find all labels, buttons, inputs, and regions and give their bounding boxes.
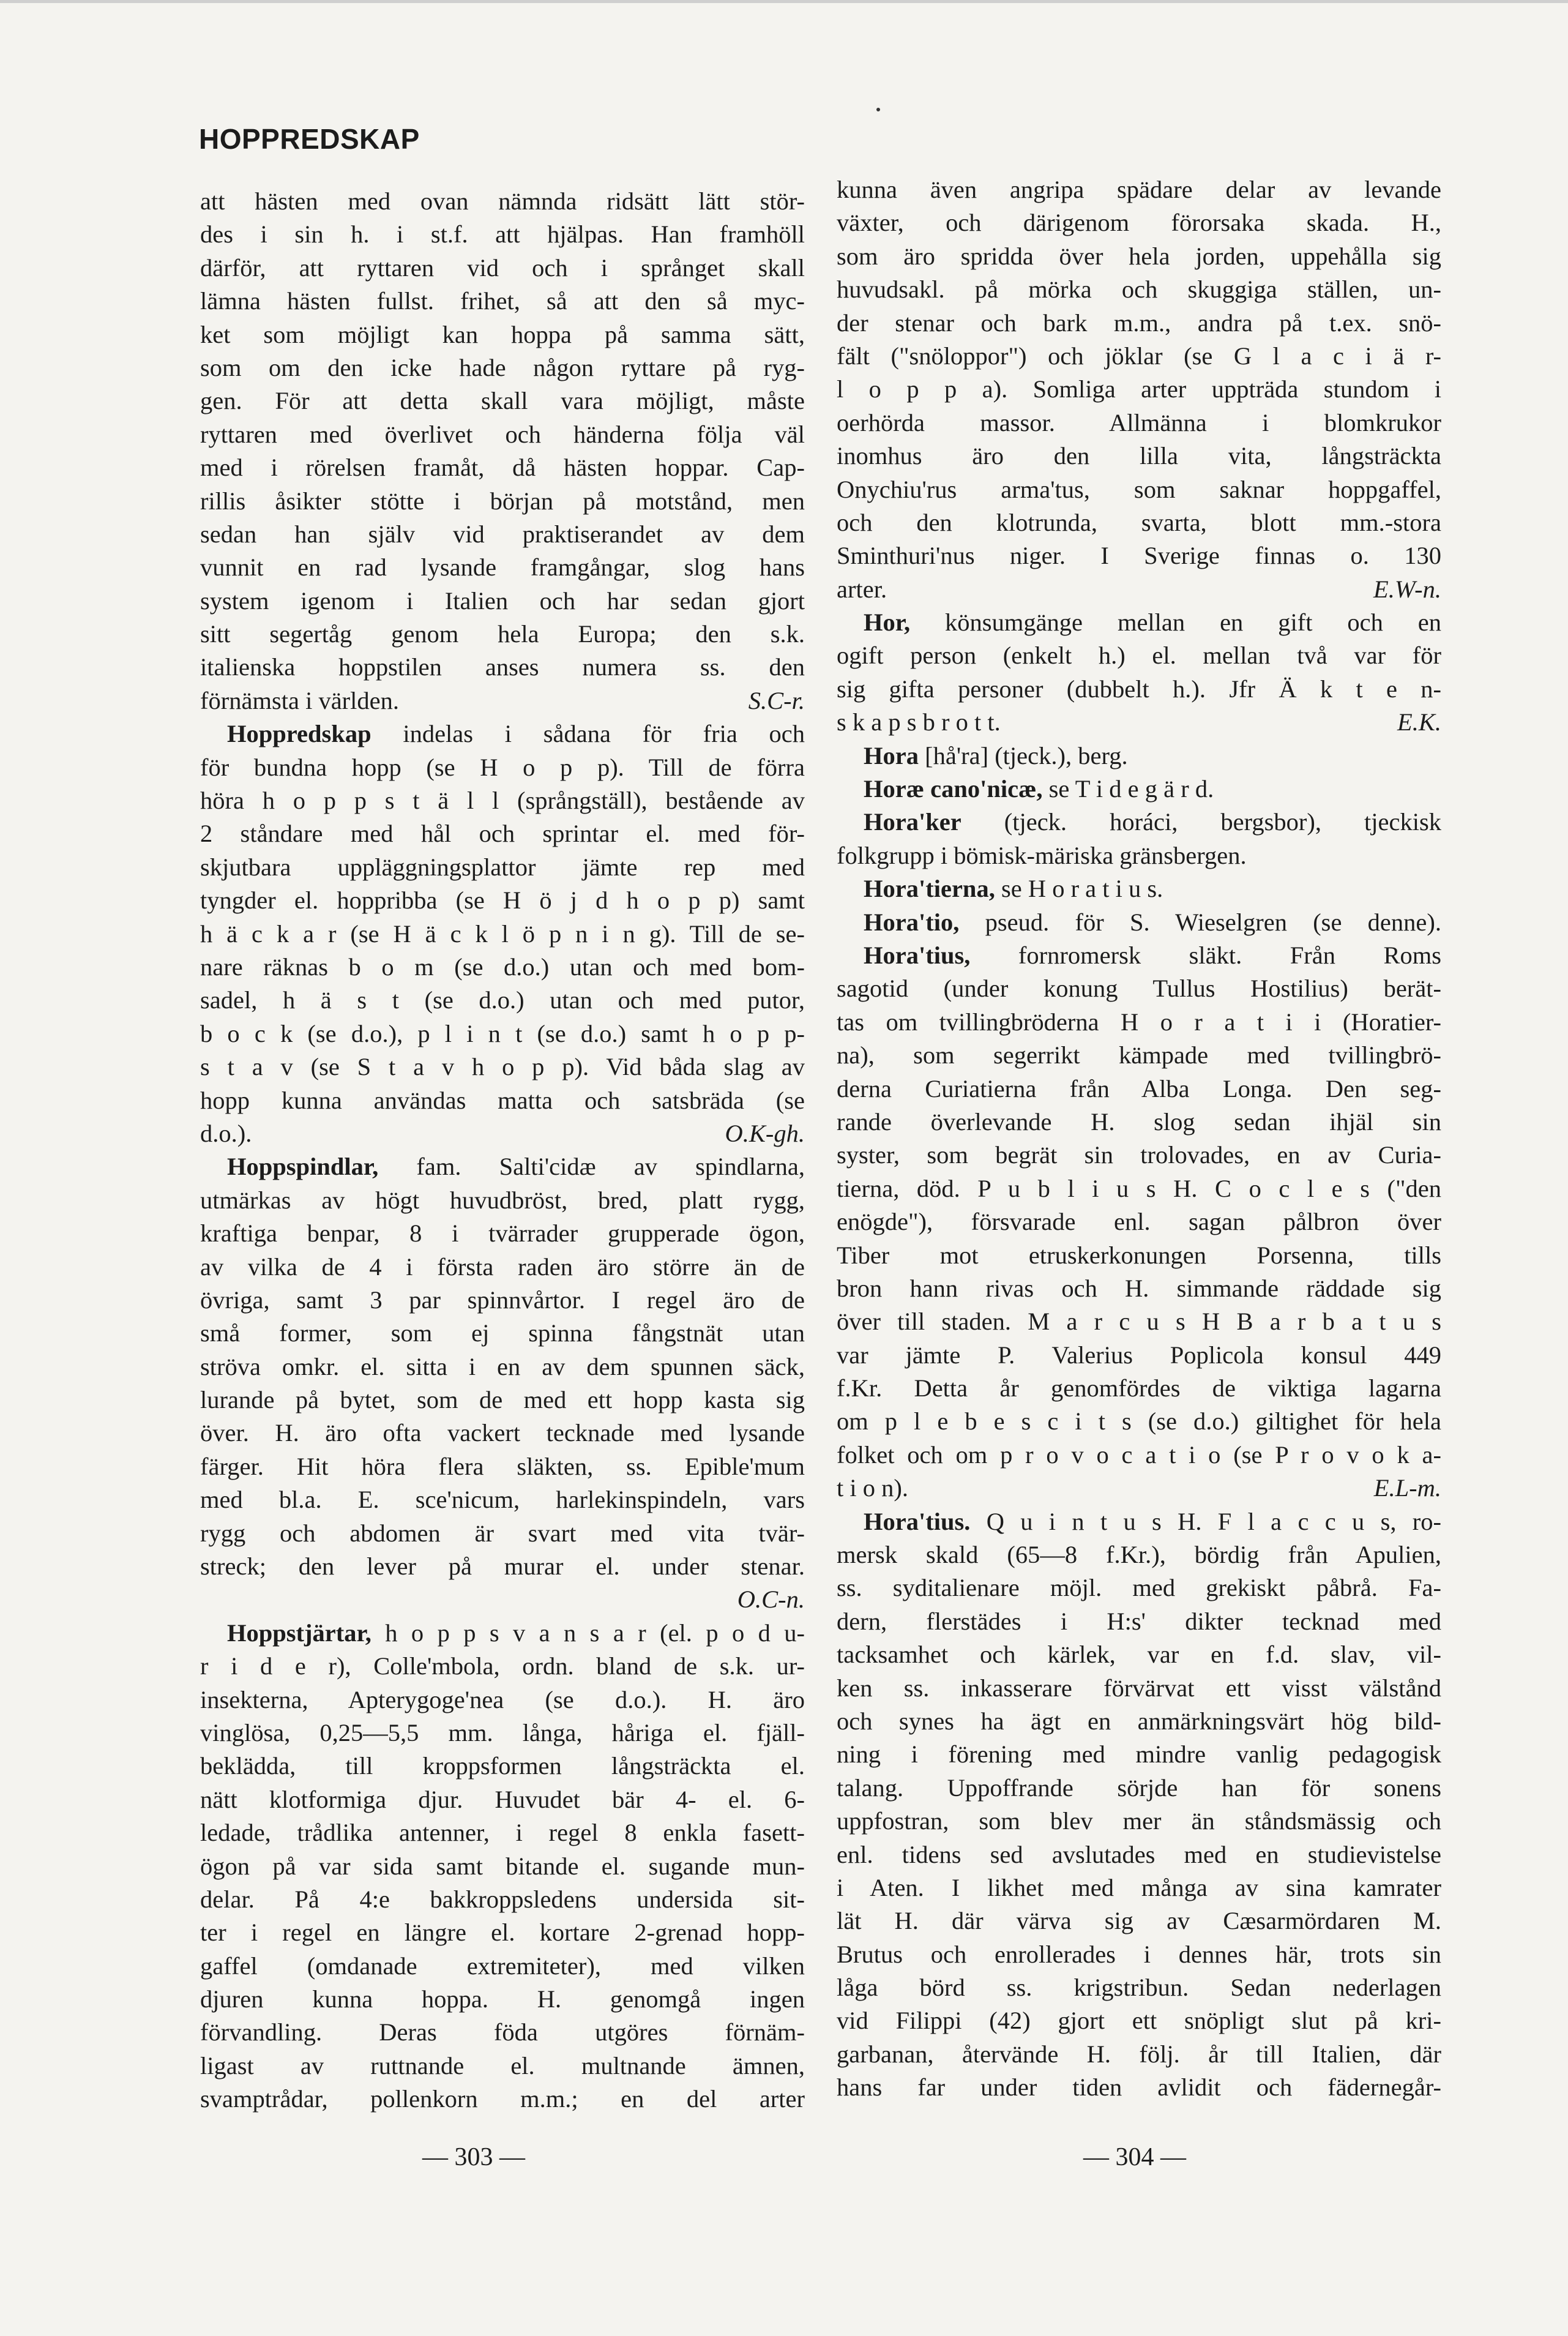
text-line: låga börd ss. krigstribun. Sedan nederlagen (837, 1974, 1441, 2002)
text-line: syster, som begrät sin trolovades, en av Curia- (837, 1141, 1441, 1169)
text-line: h ä c k a r (se H ä c k l ö p n i n g). Till de se- (200, 919, 805, 948)
text-line: lämna hästen fullst. frihet, så att den så myc- (200, 287, 805, 315)
text-line: derna Curiatierna från Alba Longa. Den seg- (837, 1074, 1441, 1102)
text-line: talang. Uppoffrande sörjde han för sonens (837, 1773, 1441, 1802)
text-line: tacksamhet och kärlek, var en f.d. slav, vil- (837, 1641, 1441, 1669)
text-line: folkgrupp i bömisk-märiska gränsbergen. (837, 841, 1247, 869)
line-text: d.o.). (200, 1119, 252, 1147)
text-line: ryttaren med överlivet och händerna följa väl (200, 420, 805, 448)
text-line: Hora'ker (tjeck. horáci, bergsbor), tjeckisk (864, 808, 1441, 836)
text-line: fält ("snöloppor") och jöklar (se G l a c i ä r- (837, 342, 1441, 370)
text-line: nare räknas b o m (se d.o.) utan och med bom- (200, 953, 805, 981)
text-line: ter i regel en längre el. kortare 2-grenad hopp- (200, 1919, 805, 1947)
entry-headword: Hora'tius. (864, 1507, 971, 1535)
text-line: övriga, samt 3 par spinnvårtor. I regel äro de (200, 1286, 805, 1314)
text-line: gaffel (omdanade extremiteter), med vilken (200, 1952, 805, 1980)
text-line: delar. På 4:e bakkroppsledens undersida sit- (200, 1885, 805, 1913)
text-line: växter, och därigenom förorsaka skada. H., (837, 209, 1441, 237)
text-line: ning i förening med mindre vanlig pedagogisk (837, 1740, 1441, 1769)
text-line: som om den icke hade någon ryttare på ryg- (200, 353, 805, 381)
text-line: lurande på bytet, som de med ett hopp kasta sig (200, 1386, 805, 1414)
text-line: rande överlevande H. slog sedan ihjäl sin (837, 1107, 1441, 1136)
text-line: tyngder el. hoppribba (se H ö j d h o p p) samt (200, 886, 805, 915)
text-line: lät H. där värva sig av Cæsarmördaren M. (837, 1907, 1441, 1935)
text-line: r i d e r), Colle'mbola, ordn. bland de s.k. ur- (200, 1652, 805, 1680)
author-signature: O.K-gh. (725, 1119, 805, 1147)
text-line: tas om tvillingbröderna H o r a t i i (Horatier- (837, 1008, 1441, 1036)
text-line: folket och om p r o v o c a t i o (se P r o v o k a- (837, 1440, 1441, 1469)
entry-headword: Hora'tius, (864, 941, 971, 969)
text-line: der stenar och bark m.m., andra på t.ex. snö- (837, 309, 1441, 337)
text-line (837, 706, 1441, 739)
text-line: sedan han själv vid praktiserandet av dem (200, 520, 805, 548)
text-line: över. H. äro ofta vackert tecknade med lysande (200, 1419, 805, 1447)
text-line: därför, att ryttaren vid och i språnget skall (200, 253, 805, 282)
author-signature: S.C-r. (748, 686, 805, 714)
entry-headword: Hora'ker (864, 808, 961, 836)
text-line: mersk skald (65—8 f.Kr.), bördig från Apulien, (837, 1541, 1441, 1569)
text-line: svamptrådar, pollenkorn m.m.; en del arter (200, 2085, 805, 2113)
entry-headword: Hora (864, 741, 919, 769)
text-line: att hästen med ovan nämnda ridsätt lätt stör- (200, 187, 805, 215)
text-line: rygg och abdomen är svart med vita tvär- (200, 1519, 805, 1547)
text-line: garbanan, återvände H. följ. år till Italien, där (837, 2040, 1441, 2068)
text-line: hans far under tiden avlidit och fädernegår- (837, 2073, 1441, 2102)
text-line: kraftiga benpar, 8 i tvärrader grupperade ögon, (200, 1219, 805, 1248)
text-line: ledade, trådlika antenner, i regel 8 enkla fasett- (200, 1819, 805, 1847)
text-line: uppfostran, som blev mer än ståndsmässig och (837, 1807, 1441, 1835)
text-line: inomhus äro den lilla vita, långsträckta (837, 442, 1441, 470)
text-line: Sminthuri'nus niger. I Sverige finnas o. 130 (837, 542, 1441, 570)
text-line: med bl.a. E. sce'nicum, harlekinspindeln, vars (200, 1486, 805, 1514)
text-line: Hora'tius, fornromersk släkt. Från Roms (864, 941, 1441, 969)
entry-headword: Hor, (864, 608, 911, 637)
text-line: oerhörda massor. Allmänna i blomkrukor (837, 408, 1441, 436)
text-line: och synes ha ägt en anmärkningsvärt hög bild- (837, 1707, 1441, 1735)
line-text: t i o n). (837, 1474, 908, 1502)
text-line: för bundna hopp (se H o p p). Till de förra (200, 753, 805, 781)
text-line: kunna även angripa spädare delar av levande (837, 176, 1441, 203)
text-line: sagotid (under konung Tullus Hostilius) berät- (837, 975, 1441, 1003)
text-line: i Aten. I likhet med många av sina kamrater (837, 1873, 1441, 1901)
text-line: s t a v (se S t a v h o p p). Vid båda slag av (200, 1053, 805, 1081)
author-signature: E.L-m. (1373, 1474, 1441, 1502)
text-line: 2 ståndare med hål och sprintar el. med för- (200, 820, 805, 848)
text-line: färger. Hit höra flera släkten, ss. Epible'mum (200, 1452, 805, 1480)
text-line: Brutus och enrollerades i dennes här, trots sin (837, 1940, 1441, 1968)
entry-headword: Hoppredskap (227, 720, 371, 748)
text-line: om p l e b e s c i t s (se d.o.) giltighet för hela (837, 1407, 1441, 1436)
text-line: na), som segerrikt kämpade med tvillingbrö- (837, 1041, 1441, 1069)
text-line: som äro spridda över hela jorden, uppehålla sig (837, 242, 1441, 270)
right-text-column (837, 173, 1441, 2105)
page-number-left: — 303 — (422, 2143, 525, 2171)
text-line: Hora [hå'ra] (tjeck.), berg. (864, 741, 1128, 769)
text-line: huvudsakl. på mörka och skuggiga ställen, un- (837, 275, 1441, 304)
text-line: ogift person (enkelt h.) el. mellan två var för (837, 642, 1441, 670)
text-line: sig gifta personer (dubbelt h.). Jfr Ä k t e n- (837, 675, 1441, 703)
text-line: rillis åsikter stötte i början på motstånd, men (200, 487, 805, 515)
text-line: höra h o p p s t ä l l (språngställ), bestående av (200, 787, 805, 815)
text-line: sadel, h ä s t (se d.o.) utan och med putor, (200, 986, 805, 1014)
text-line: f.Kr. Detta år genomfördes de viktiga lagarna (837, 1374, 1441, 1402)
text-line: vinglösa, 0,25—5,5 mm. långa, håriga el. fjäll- (200, 1718, 805, 1746)
text-line: l o p p a). Somliga arter uppträda stundom i (837, 375, 1441, 403)
text-line: system igenom i Italien och har sedan gjort (200, 586, 805, 615)
text-line: nätt klotformiga djur. Huvudet bär 4- el. 6- (200, 1785, 805, 1813)
text-line: Hora'tierna, se H o r a t i u s. (864, 875, 1163, 903)
text-line: beklädda, till kroppsformen långsträckta el. (200, 1752, 805, 1780)
text-line: och den klotrunda, svarta, blott mm.-stora (837, 508, 1441, 536)
line-text: arter. (837, 575, 887, 603)
text-line: små former, som ej spinna fångstnät utan (200, 1319, 805, 1347)
text-line: Hoppstjärtar, h o p p s v a n s a r (el. p o d u- (227, 1619, 805, 1647)
text-line: ss. syditalienare möjl. med grekiskt påbrå. Fa- (837, 1574, 1441, 1602)
author-signature: O.C-n. (737, 1585, 805, 1614)
text-line: Horæ cano'nicæ, se T i d e g ä r d. (864, 775, 1214, 803)
text-line: vunnit en rad lysande framgångar, slog hans (200, 553, 805, 582)
author-signature: E.W-n. (1373, 575, 1441, 603)
text-line: av vilka de 4 i första raden äro större än de (200, 1252, 805, 1281)
left-text-column (200, 185, 805, 2116)
text-line: Hora'tio, pseud. för S. Wieselgren (se denne). (864, 908, 1441, 936)
text-line (200, 1583, 805, 1616)
entry-headword: Hora'tio, (864, 908, 960, 936)
text-line: italienska hoppstilen anses numera ss. den (200, 653, 805, 681)
top-border-line (0, 0, 1568, 3)
page-number-right: — 304 — (1083, 2143, 1186, 2171)
running-head: HOPPREDSKAP (199, 123, 420, 155)
text-line: insekterna, Apterygoge'nea (se d.o.). H. äro (200, 1685, 805, 1713)
text-line: Tiber mot etruskerkonungen Porsenna, tills (837, 1241, 1441, 1269)
text-line: Hor, könsumgänge mellan en gift och en (864, 608, 1441, 637)
text-line: vid Filippi (42) gjort ett snöpligt slut på kri- (837, 2007, 1441, 2035)
text-line: hopp kunna användas matta och satsbräda (se (200, 1086, 805, 1114)
text-line: streck; den lever på murar el. under stenar. (200, 1552, 805, 1581)
text-line: sitt segertåg genom hela Europa; den s.k. (200, 620, 805, 648)
text-line: b o c k (se d.o.), p l i n t (se d.o.) samt h o p p- (200, 1019, 805, 1047)
line-text: s k a p s b r o t t. (837, 708, 1001, 736)
text-line: gen. För att detta skall vara möjligt, måste (200, 387, 805, 415)
text-line: utmärkas av högt huvudbröst, bred, platt rygg, (200, 1186, 805, 1214)
text-line: Hoppspindlar, fam. Salti'cidæ av spindlarna, (227, 1153, 805, 1181)
text-line (200, 1117, 805, 1150)
text-line: ket som möjligt kan hoppa på samma sätt, (200, 320, 805, 348)
text-line: Hoppredskap indelas i sådana för fria och (227, 720, 805, 748)
text-line: dern, flerstädes i H:s' dikter tecknad med (837, 1607, 1441, 1635)
entry-headword: Horæ cano'nicæ, (864, 775, 1043, 803)
text-line: Hora'tius. Q u i n t u s H. F l a c c u s, ro- (864, 1507, 1441, 1535)
text-line: över till staden. M a r c u s H B a r b a t u s (837, 1308, 1441, 1336)
text-line (200, 684, 805, 717)
text-line: var jämte P. Valerius Poplicola konsul 449 (837, 1341, 1441, 1369)
text-line (837, 573, 1441, 606)
text-line: djuren kunna hoppa. H. genomgå ingen (200, 1985, 805, 2013)
entry-headword: Hora'tierna, (864, 875, 995, 903)
text-line: förvandling. Deras föda utgöres förnäm- (200, 2018, 805, 2046)
text-line: ligast av ruttnande el. multnande ämnen, (200, 2051, 805, 2080)
entry-headword: Hoppspindlar, (227, 1153, 379, 1181)
line-text: förnämsta i världen. (200, 686, 400, 714)
text-line: Onychiu'rus arma'tus, som saknar hoppgaffel, (837, 475, 1441, 503)
text-line: ögon på var sida samt bitande el. sugande mun- (200, 1852, 805, 1880)
author-signature: E.K. (1397, 708, 1441, 736)
text-line: enögde"), försvarade enl. sagan pålbron över (837, 1208, 1441, 1236)
text-line: ströva omkr. el. sitta i en av dem spunnen säck, (200, 1352, 805, 1380)
entry-headword: Hoppstjärtar, (227, 1619, 371, 1647)
text-line: ken ss. inkasserare förvärvat ett visst välstånd (837, 1674, 1441, 1702)
text-line: enl. tidens sed avslutades med en studievistelse (837, 1840, 1441, 1868)
text-line: skjutbara uppläggningsplattor jämte rep med (200, 853, 805, 881)
text-line: bron hann rivas och H. simmande räddade sig (837, 1274, 1441, 1302)
text-line: des i sin h. i st.f. att hjälpas. Han framhöll (200, 220, 805, 249)
text-line: tierna, död. P u b l i u s H. C o c l e s ("den (837, 1174, 1441, 1202)
ink-speck (876, 108, 880, 111)
text-line: med i rörelsen framåt, då hästen hoppar. Cap- (200, 454, 805, 482)
text-line (837, 1472, 1441, 1505)
